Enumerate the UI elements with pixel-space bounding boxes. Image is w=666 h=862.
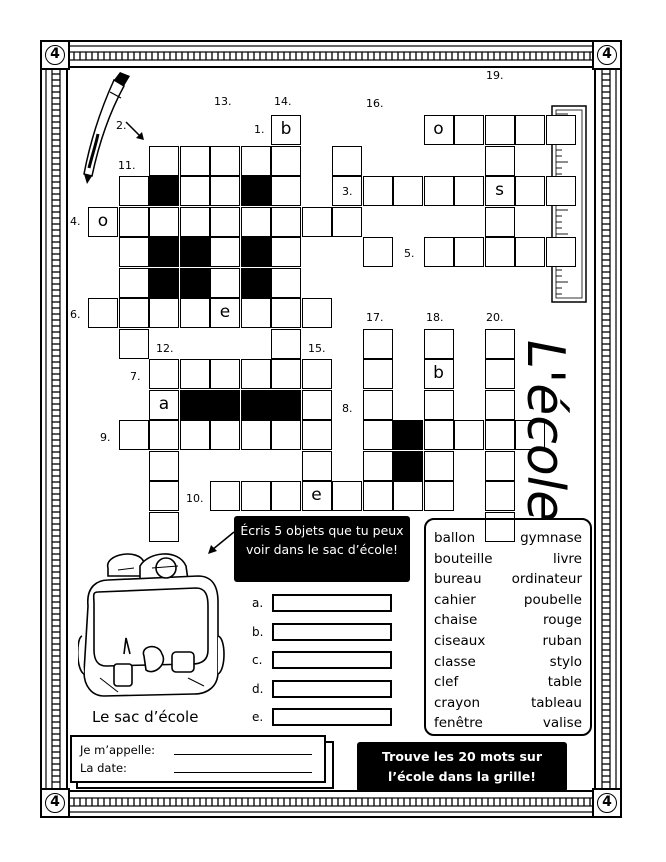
crossword-block xyxy=(241,176,271,206)
crossword-block xyxy=(180,390,210,420)
name-line[interactable] xyxy=(174,754,312,755)
clue-number: 16. xyxy=(366,97,384,110)
word-item: fenêtre xyxy=(434,715,483,732)
clue-number: 2. xyxy=(116,119,127,132)
crossword-cell[interactable] xyxy=(119,329,149,359)
crossword-cell[interactable] xyxy=(271,207,301,237)
word-item: poubelle xyxy=(523,591,582,608)
crossword-cell[interactable] xyxy=(271,420,301,450)
crossword-cell[interactable] xyxy=(210,146,240,176)
clue-number: 18. xyxy=(426,311,444,324)
crossword-cell[interactable] xyxy=(363,176,393,206)
crossword-cell[interactable] xyxy=(485,146,515,176)
crossword-cell[interactable] xyxy=(271,146,301,176)
crossword-cell[interactable] xyxy=(271,237,301,267)
clue-number: 9. xyxy=(100,431,111,444)
crossword-cell[interactable] xyxy=(302,420,332,450)
crossword-block xyxy=(180,237,210,267)
word-row xyxy=(434,695,582,715)
crossword-cell[interactable] xyxy=(485,451,515,481)
crossword-cell[interactable] xyxy=(271,298,301,328)
word-row xyxy=(434,592,582,612)
word-item: ballon xyxy=(434,530,476,546)
crossword-cell[interactable] xyxy=(119,420,149,450)
crossword-cell[interactable] xyxy=(180,359,210,389)
crossword-cell[interactable] xyxy=(363,390,393,420)
page-number: 4 xyxy=(45,45,65,65)
page-number: 4 xyxy=(45,793,65,813)
crossword-cell[interactable] xyxy=(546,176,576,206)
answer-field[interactable] xyxy=(272,708,392,726)
word-item: rouge xyxy=(543,612,582,629)
backpack-icon xyxy=(78,546,228,706)
word-item: ruban xyxy=(542,633,582,649)
clue-number: 10. xyxy=(186,492,204,505)
crossword-cell[interactable] xyxy=(119,298,149,328)
crossword-block xyxy=(241,390,271,420)
name-box xyxy=(70,735,326,783)
word-item: bouteille xyxy=(434,550,493,567)
answer-label: c. xyxy=(252,653,263,667)
crossword-block xyxy=(180,268,210,298)
page-number: 4 xyxy=(597,45,617,65)
clue-number: 15. xyxy=(308,342,326,355)
crossword-cell[interactable] xyxy=(241,481,271,511)
word-item: crayon xyxy=(434,694,481,711)
crossword-cell[interactable]: a xyxy=(149,390,179,420)
crossword-cell[interactable] xyxy=(485,481,515,511)
word-item: tableau xyxy=(530,694,582,711)
crossword-cell[interactable]: o xyxy=(88,207,118,237)
crossword-cell[interactable] xyxy=(149,512,179,542)
crossword-cell[interactable] xyxy=(485,115,515,145)
crossword-cell[interactable] xyxy=(546,237,576,267)
crossword-cell[interactable] xyxy=(363,481,393,511)
corner-bottom-right xyxy=(592,788,622,818)
word-row xyxy=(434,571,582,591)
clue-number: 20. xyxy=(486,311,504,324)
word-row xyxy=(434,633,582,653)
crossword-cell[interactable] xyxy=(149,420,179,450)
crossword-cell[interactable] xyxy=(363,451,393,481)
crossword-cell[interactable] xyxy=(363,329,393,359)
crossword-cell[interactable] xyxy=(88,298,118,328)
crossword-cell[interactable]: b xyxy=(271,115,301,145)
crossword-cell[interactable] xyxy=(241,420,271,450)
crossword-cell[interactable] xyxy=(210,420,240,450)
crossword-cell[interactable] xyxy=(180,298,210,328)
clue-number: 3. xyxy=(342,185,353,198)
word-row xyxy=(434,612,582,632)
crossword-cell[interactable] xyxy=(241,359,271,389)
crossword-cell[interactable] xyxy=(454,115,484,145)
crossword-cell[interactable] xyxy=(149,298,179,328)
answer-label: d. xyxy=(252,681,264,696)
word-list xyxy=(424,518,592,736)
crossword-cell[interactable] xyxy=(485,420,515,450)
answer-field[interactable] xyxy=(272,680,392,698)
crossword-cell[interactable] xyxy=(546,115,576,145)
word-item: gymnase xyxy=(520,530,582,546)
word-item: ciseaux xyxy=(434,633,486,649)
crossword-cell[interactable] xyxy=(210,268,240,298)
crossword-cell[interactable] xyxy=(180,420,210,450)
clue-number: 12. xyxy=(156,342,174,355)
crossword-cell[interactable] xyxy=(271,329,301,359)
crossword-cell[interactable] xyxy=(241,207,271,237)
date-line[interactable] xyxy=(174,772,312,773)
word-item: stylo xyxy=(549,653,582,670)
crossword-cell[interactable] xyxy=(424,390,454,420)
date-label: La date: xyxy=(80,761,127,775)
word-item: valise xyxy=(542,715,582,732)
crossword-cell[interactable] xyxy=(271,359,301,389)
crossword-cell[interactable] xyxy=(241,298,271,328)
crossword-cell[interactable] xyxy=(149,207,179,237)
word-item: livre xyxy=(552,550,582,567)
page-number: 4 xyxy=(597,793,617,813)
instruction-box: Écris 5 objets que tu peux voir dans le sac d’école! xyxy=(234,516,410,582)
crossword-cell[interactable]: b xyxy=(424,359,454,389)
word-item: clef xyxy=(434,674,459,691)
crossword-cell[interactable] xyxy=(424,420,454,450)
crossword-cell[interactable]: s xyxy=(485,176,515,206)
crossword-cell[interactable] xyxy=(210,359,240,389)
crossword-cell[interactable]: o xyxy=(424,115,454,145)
crossword-cell[interactable] xyxy=(302,359,332,389)
crossword-block xyxy=(149,176,179,206)
crossword-block xyxy=(393,451,423,481)
crossword-cell[interactable] xyxy=(119,176,149,206)
crossword-cell[interactable] xyxy=(210,176,240,206)
clue-number: 13. xyxy=(214,95,232,108)
crossword-cell[interactable]: e xyxy=(302,481,332,511)
crossword-cell[interactable] xyxy=(302,207,332,237)
word-item: ordinateur xyxy=(511,571,582,588)
crossword-cell[interactable] xyxy=(332,481,362,511)
word-item: classe xyxy=(434,653,476,670)
crossword-cell[interactable] xyxy=(302,298,332,328)
crossword-cell[interactable] xyxy=(424,451,454,481)
crossword-cell[interactable] xyxy=(119,268,149,298)
clue-number: 11. xyxy=(118,159,136,172)
crossword-cell[interactable] xyxy=(485,207,515,237)
crossword-cell[interactable] xyxy=(302,451,332,481)
corner-top-left xyxy=(40,40,70,70)
word-row xyxy=(434,551,582,571)
word-item: chaise xyxy=(434,612,478,629)
word-row xyxy=(434,674,582,694)
crossword-cell[interactable] xyxy=(424,329,454,359)
answer-field[interactable] xyxy=(272,651,392,669)
crossword-block xyxy=(241,268,271,298)
clue-number: 17. xyxy=(366,311,384,324)
find-words-box: Trouve les 20 mots sur l’école dans la grille! xyxy=(357,742,567,792)
crossword-cell[interactable] xyxy=(363,237,393,267)
crossword-cell[interactable] xyxy=(271,176,301,206)
crossword-cell[interactable]: e xyxy=(210,298,240,328)
clue-number: 7. xyxy=(130,370,141,383)
arrow-icon xyxy=(124,120,150,146)
crossword-cell[interactable] xyxy=(454,237,484,267)
name-label: Je m’appelle: xyxy=(80,743,156,757)
crossword-cell[interactable] xyxy=(271,268,301,298)
crossword-cell[interactable] xyxy=(515,176,545,206)
crossword-cell[interactable] xyxy=(515,237,545,267)
crossword-cell[interactable] xyxy=(149,481,179,511)
answer-field[interactable] xyxy=(272,594,392,612)
answer-label: e. xyxy=(252,710,264,724)
crossword-cell[interactable] xyxy=(241,146,271,176)
crossword-cell[interactable] xyxy=(210,481,240,511)
crossword-cell[interactable] xyxy=(149,451,179,481)
crossword-cell[interactable] xyxy=(302,390,332,420)
word-item: table xyxy=(547,674,582,691)
crossword-cell[interactable] xyxy=(454,176,484,206)
crossword-cell[interactable] xyxy=(149,146,179,176)
backpack-caption: Le sac d’école xyxy=(92,708,199,726)
word-row xyxy=(434,715,582,735)
clue-number: 1. xyxy=(254,123,265,136)
crossword-block xyxy=(271,390,301,420)
clue-number: 14. xyxy=(274,95,292,108)
corner-bottom-left xyxy=(40,788,70,818)
answer-label: b. xyxy=(252,624,264,639)
crossword-cell[interactable] xyxy=(393,481,423,511)
crossword-block xyxy=(149,268,179,298)
crossword-cell[interactable] xyxy=(485,329,515,359)
crossword-cell[interactable] xyxy=(180,146,210,176)
word-item: cahier xyxy=(434,591,476,608)
clue-number: 5. xyxy=(404,247,415,260)
crossword-cell[interactable] xyxy=(271,481,301,511)
clue-number: 19. xyxy=(486,69,504,82)
corner-top-right xyxy=(592,40,622,70)
clue-number: 6. xyxy=(70,308,81,321)
crossword-cell[interactable] xyxy=(180,176,210,206)
crossword-cell[interactable] xyxy=(485,237,515,267)
crossword-cell[interactable] xyxy=(424,237,454,267)
answer-label: a. xyxy=(252,596,264,610)
crossword-cell[interactable] xyxy=(393,176,423,206)
clue-number: 4. xyxy=(70,215,81,228)
crossword-cell[interactable] xyxy=(119,207,149,237)
crossword-cell[interactable] xyxy=(424,481,454,511)
crossword-cell[interactable] xyxy=(210,207,240,237)
crossword-cell[interactable] xyxy=(332,207,362,237)
crossword-cell[interactable] xyxy=(363,359,393,389)
crossword-cell[interactable] xyxy=(515,115,545,145)
crossword-cell[interactable] xyxy=(332,146,362,176)
crossword-cell[interactable] xyxy=(454,420,484,450)
crossword-cell[interactable] xyxy=(119,237,149,267)
word-row xyxy=(434,654,582,674)
crossword-cell[interactable] xyxy=(485,390,515,420)
crossword-block xyxy=(149,237,179,267)
crossword-block xyxy=(210,390,240,420)
crossword-block xyxy=(393,420,423,450)
clue-number: 8. xyxy=(342,402,353,415)
answer-field[interactable] xyxy=(272,623,392,641)
crossword-block xyxy=(241,237,271,267)
page-title: L'école xyxy=(515,340,575,523)
crossword-cell[interactable] xyxy=(210,237,240,267)
crossword-cell[interactable] xyxy=(363,420,393,450)
crossword-cell[interactable] xyxy=(149,359,179,389)
crossword-cell[interactable] xyxy=(485,359,515,389)
word-row xyxy=(434,530,582,550)
word-item: bureau xyxy=(434,571,482,588)
crossword-cell[interactable] xyxy=(424,176,454,206)
crossword-cell[interactable] xyxy=(180,207,210,237)
